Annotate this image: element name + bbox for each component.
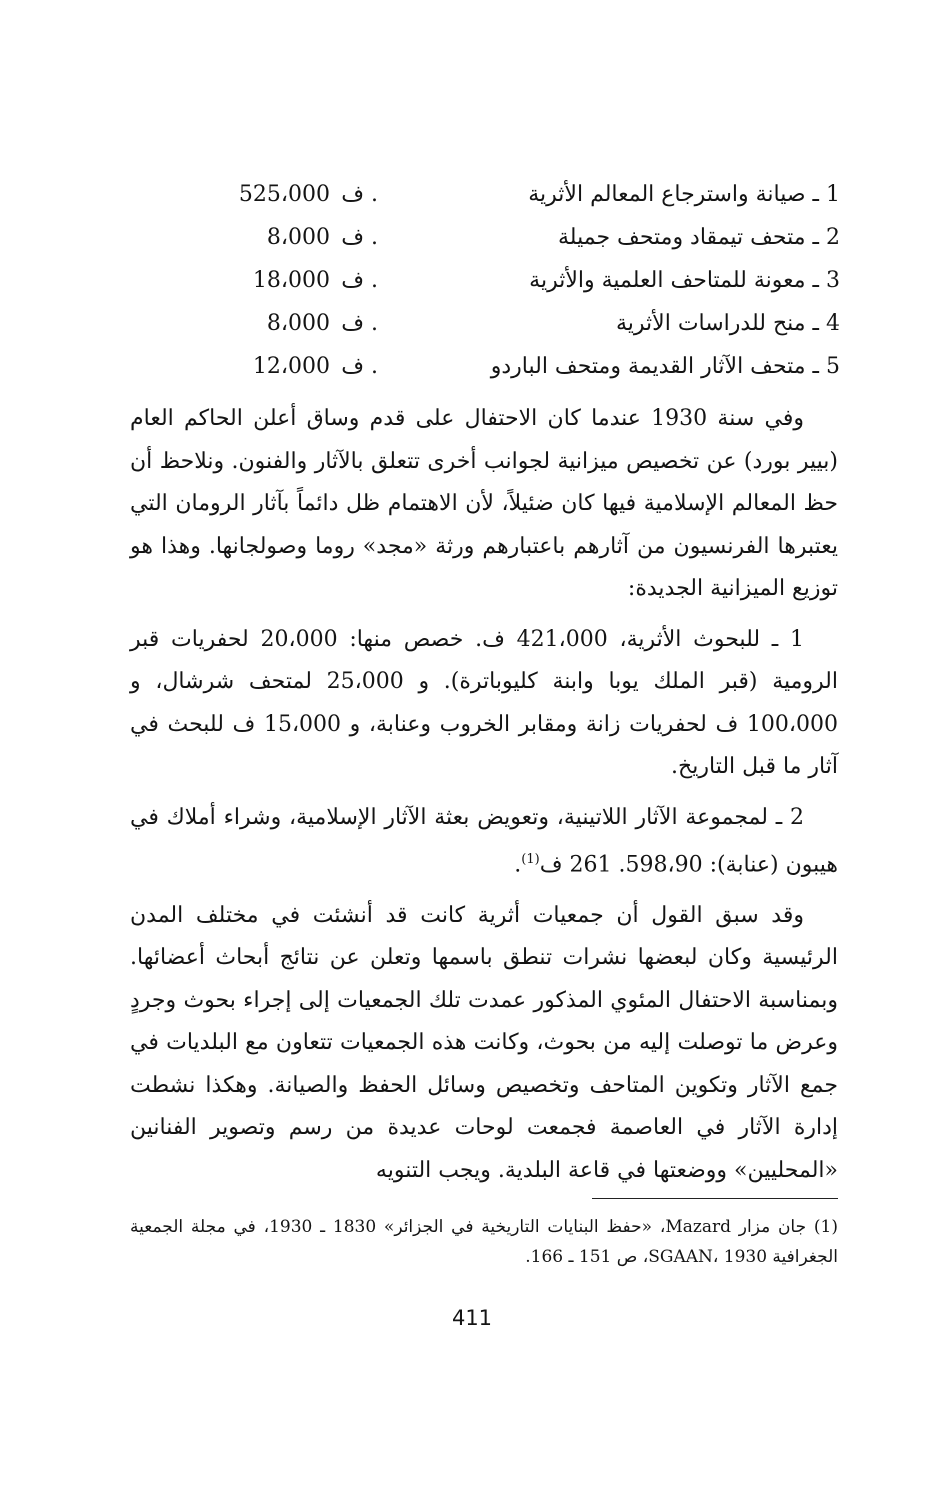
budget-row	[210, 216, 840, 259]
budget-row	[210, 173, 840, 216]
budget-item-amount	[210, 302, 390, 345]
budget-item-amount	[210, 259, 390, 302]
amount-value: 525،000	[238, 182, 330, 207]
amount-currency: ف .	[341, 182, 378, 207]
budget-item-label: 3 ـ معونة للمتاحف العلمية والأثرية	[529, 268, 840, 293]
body-text	[130, 398, 838, 1200]
amount-currency: ف .	[341, 354, 378, 379]
paragraph-latin-antiquities	[130, 797, 838, 887]
amount-currency: ف .	[341, 225, 378, 250]
budget-item-label: 4 ـ منح للدراسات الأثرية	[616, 311, 840, 336]
paragraph-end: .	[514, 852, 522, 878]
budget-row	[210, 345, 840, 388]
paragraph-text: 2 ـ لمجموعة الآثار اللاتينية، وتعويض بعثة الآثار الإسلامية، وشراء أملاك في هيبون (عنابة): 598،90. 261 ف	[130, 804, 838, 878]
amount-currency: ف .	[341, 311, 378, 336]
amount-currency: ف .	[341, 268, 378, 293]
budget-item-label: 1 ـ صيانة واسترجاع المعالم الأثرية	[528, 182, 840, 207]
amount-value: 18،000	[252, 268, 330, 293]
footnotes	[130, 1212, 838, 1272]
amount-value: 12،000	[252, 354, 330, 379]
page-number: 411	[451, 1306, 493, 1330]
budget-item-amount	[210, 173, 390, 216]
paragraph-archaeological-research: 1 ـ للبحوث الأثرية، 421،000 ف. خصص منها: 20،000 لحفريات قبر الرومية (قبر الملك يوبا وابنة كليوباترة). و 25،000 لمتحف شرشال، و 100،000 ف لحفريات زانة ومقابر الخروب وعنابة، و 15،000 ف للبحث في آثار ما قبل التاريخ.	[130, 626, 838, 779]
budget-row	[210, 259, 840, 302]
footnote-1: (1) جان مزار Mazard، «حفظ البنايات التاريخية في الجزائر» 1830 ـ 1930، في مجلة الجمعية الجغرافية SGAAN، 1930، ص 151 ـ 166.	[130, 1217, 838, 1267]
budget-item-amount	[210, 216, 390, 259]
paragraph-archaeological-societies: وقد سبق القول أن جمعيات أثرية كانت قد أنشئت في مختلف المدن الرئيسية وكان لبعضها نشرات تنطق باسمها وتعلن عن نتائج أبحاث أعضائها. وبمناسبة الاحتفال المئوي المذكور عمدت تلك الجمعيات إلى إجراء بحوث وجردٍ وعرض ما توصلت إليه من بحوث، وكانت هذه الجمعيات تتعاون مع البلديات في جمع الآثار وتكوين المتاحف وتخصيص وسائل الحفظ والصيانة. وهكذا نشطت إدارة الآثار في العاصمة فجمعت لوحات عديدة من رسم وتصوير الفنانين «المحليين» ووضعتها في قاعة البلدية. ويجب التنويه	[130, 902, 838, 1183]
paragraph-1930-budget: وفي سنة 1930 عندما كان الاحتفال على قدم وساق أعلن الحاكم العام (بيير بورد) عن تخصيص ميزانية لجوانب أخرى تتعلق بالآثار والفنون. ونلاحظ أن حظ المعالم الإسلامية فيها كان ضئيلاً، لأن الاهتمام ظل دائماً بآثار الرومان التي يعتبرها الفرنسيون من آثارهم باعتبارهم ورثة «مجد» روما وصولجانها. وهذا هو توزيع الميزانية الجديدة:	[130, 406, 838, 601]
amount-value: 8،000	[266, 225, 330, 250]
budget-item-label: 2 ـ متحف تيمقاد ومتحف جميلة	[558, 225, 840, 250]
budget-list	[210, 173, 840, 388]
budget-item-label: 5 ـ متحف الآثار القديمة ومتحف الباردو	[490, 354, 840, 379]
budget-row	[210, 302, 840, 345]
amount-value: 8،000	[266, 311, 330, 336]
footnote-divider	[592, 1198, 838, 1199]
footnote-marker: (1)	[521, 852, 540, 867]
budget-item-amount	[210, 345, 390, 388]
